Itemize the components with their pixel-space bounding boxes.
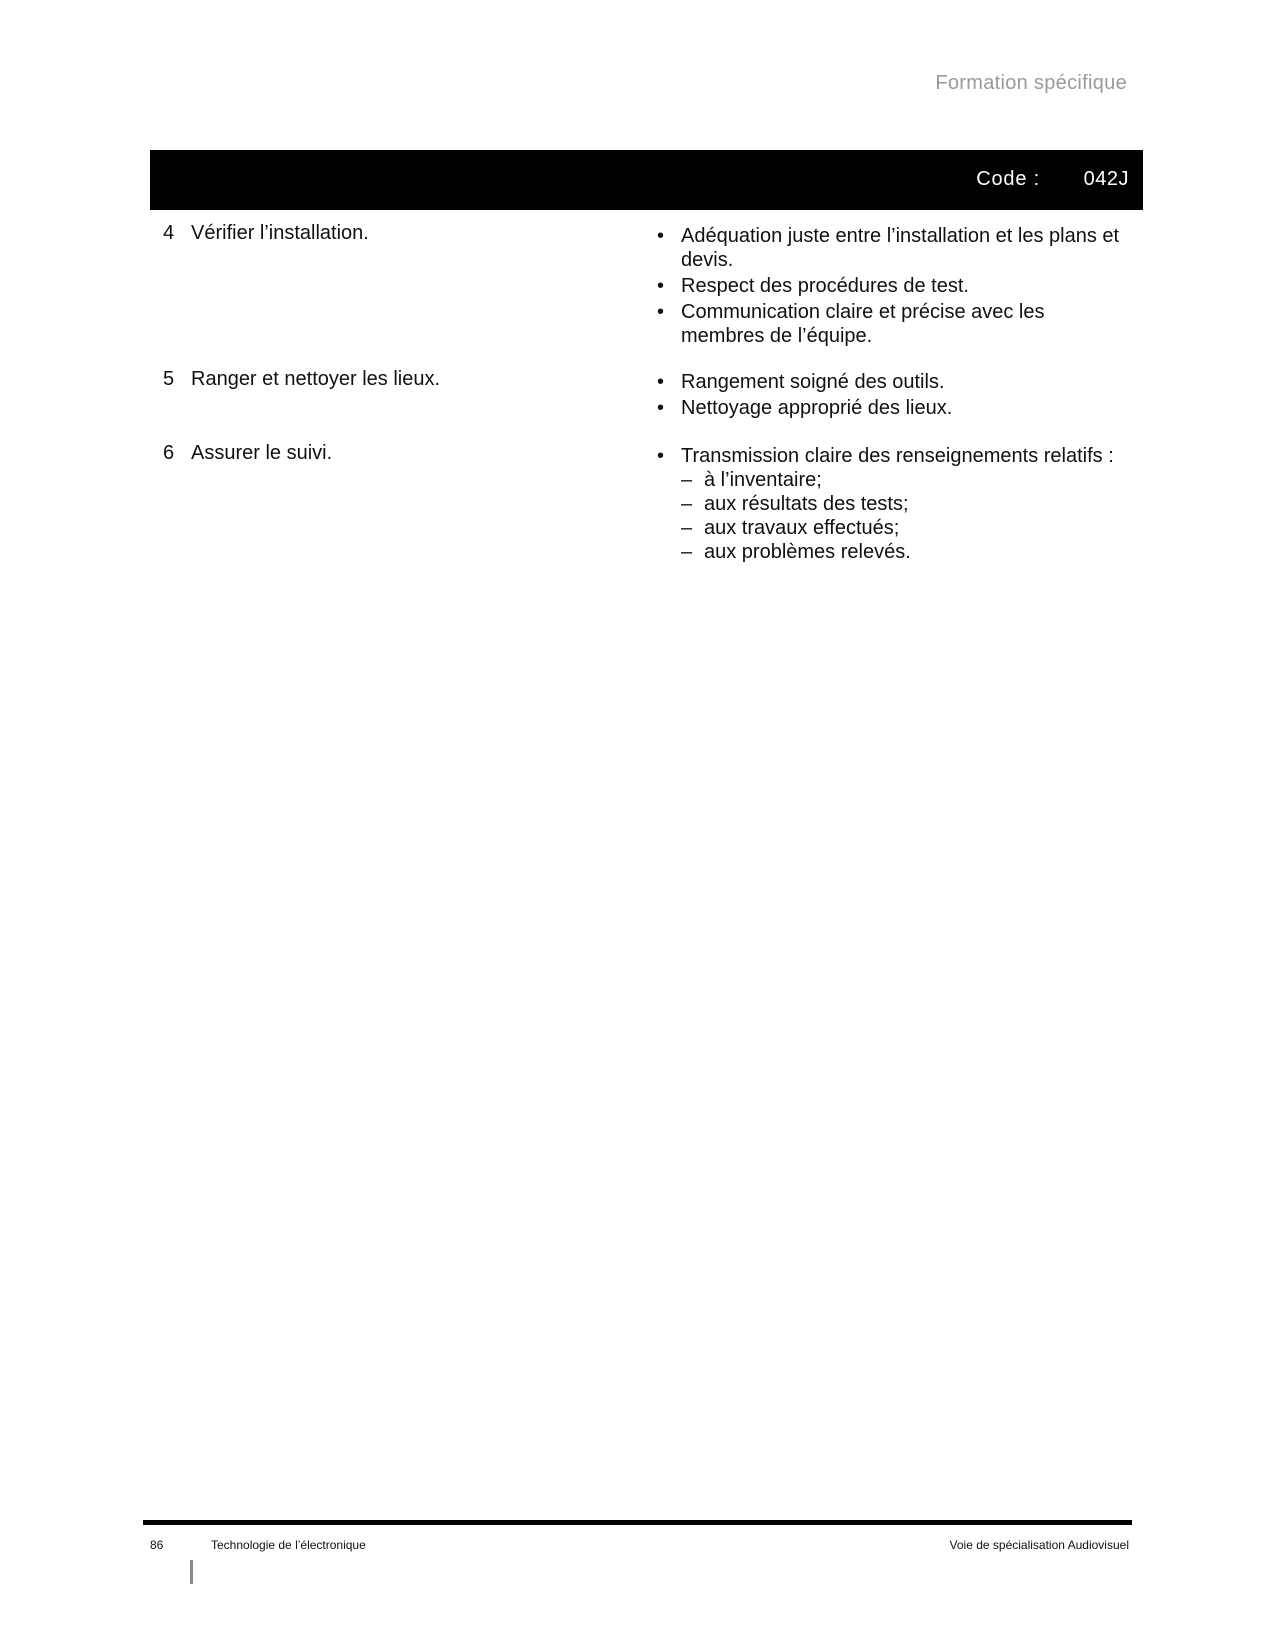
bullet-icon: • — [657, 225, 665, 247]
dash-icon: – — [681, 469, 693, 491]
criteria-intro: Transmission claire des renseignements relatifs : — [681, 445, 1114, 467]
footer-specialisation: Voie de spécialisation Audiovisuel — [949, 1538, 1129, 1552]
bullet-icon: • — [657, 301, 665, 323]
bullet-icon: • — [657, 275, 665, 297]
step-item — [163, 222, 369, 245]
step-text: Assurer le suivi. — [191, 442, 333, 464]
criteria-item: • Adéquation juste entre l’installation et les plans et devis. — [657, 225, 1120, 271]
criteria-list — [655, 370, 1125, 422]
code-value: 042J — [1083, 168, 1129, 190]
dash-icon: – — [681, 517, 693, 539]
criteria-item — [655, 444, 1125, 564]
step-item — [163, 368, 440, 391]
code-label: Code : — [976, 168, 1040, 190]
criteria-subitem: – aux travaux effectués; — [681, 517, 900, 539]
revision-bar — [190, 1560, 193, 1584]
step-text: Vérifier l’installation. — [191, 222, 369, 244]
code-bar — [150, 150, 1143, 210]
step-item — [163, 442, 332, 465]
footer-divider — [143, 1520, 1132, 1525]
bullet-icon: • — [657, 371, 665, 393]
page-number: 86 — [150, 1538, 164, 1552]
dash-icon: – — [681, 493, 693, 515]
criteria-item: • Respect des procédures de test. — [657, 275, 969, 297]
bullet-icon: • — [657, 397, 665, 419]
criteria-subitem: – aux résultats des tests; — [681, 493, 909, 515]
footer-program-title: Technologie de l’électronique — [211, 1538, 366, 1552]
criteria-list — [655, 444, 1125, 566]
criteria-list — [655, 224, 1125, 350]
step-text: Ranger et nettoyer les lieux. — [191, 368, 441, 390]
step-number: 6 — [163, 442, 175, 464]
criteria-subitem: – à l’inventaire; — [681, 469, 822, 491]
bullet-icon: • — [657, 445, 665, 467]
section-title: Formation spécifique — [935, 72, 1127, 94]
criteria-item: • Nettoyage approprié des lieux. — [657, 397, 953, 419]
step-number: 5 — [163, 368, 175, 390]
criteria-item: • Rangement soigné des outils. — [657, 371, 945, 393]
criteria-item: • Communication claire et précise avec les membres de l’équipe. — [657, 301, 1045, 347]
criteria-subitem: – aux problèmes relevés. — [681, 541, 911, 563]
dash-icon: – — [681, 541, 693, 563]
step-number: 4 — [163, 222, 175, 244]
